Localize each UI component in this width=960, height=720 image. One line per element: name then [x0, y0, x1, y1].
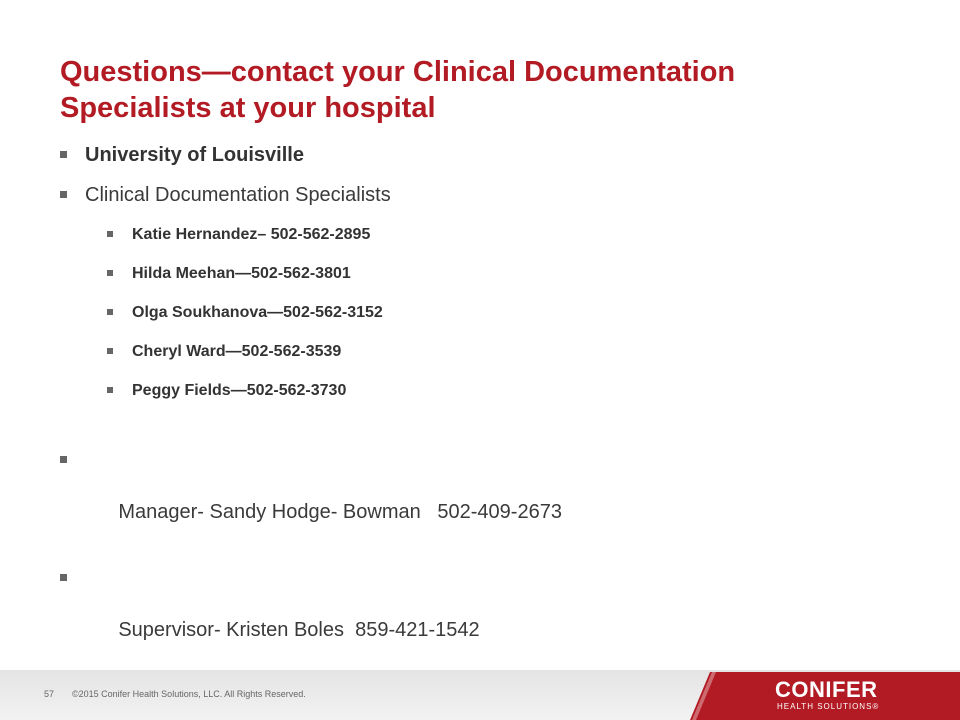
hospital-name: University of Louisville — [85, 144, 304, 166]
bullet-square-icon — [107, 348, 113, 354]
title-line-1: Questions—contact your Clinical Documentation — [60, 56, 736, 88]
bullet-square-icon — [107, 231, 113, 237]
specialist-text: Hilda Meehan—502-562-3801 — [132, 265, 351, 282]
specialist-item — [107, 263, 920, 285]
cds-heading-bullet — [60, 182, 920, 208]
bullet-square-icon — [107, 270, 113, 276]
contact-list — [60, 138, 920, 669]
page-title — [60, 54, 920, 126]
specialist-text: Peggy Fields—502-562-3730 — [132, 382, 347, 399]
company-logo-subtitle: HEALTH SOLUTIONS® — [777, 702, 880, 711]
copyright-text: ©2015 Conifer Health Solutions, LLC. All Rights Reserved. — [72, 689, 306, 699]
manager-contact: Manager- Sandy Hodge- Bowman 502-409-2673 — [118, 501, 562, 523]
bullet-square-icon — [107, 387, 113, 393]
bullet-square-icon — [60, 151, 67, 158]
title-line-2: Specialists at your hospital — [60, 92, 436, 124]
specialist-text: Katie Hernandez– 502-562-2895 — [132, 226, 371, 243]
specialist-item — [107, 341, 920, 363]
bullet-square-icon — [107, 309, 113, 315]
specialist-item — [107, 380, 920, 402]
specialist-text: Cheryl Ward—502-562-3539 — [132, 343, 342, 360]
manager-bullet — [60, 447, 920, 551]
cds-heading: Clinical Documentation Specialists — [85, 184, 391, 206]
company-logo: CONIFER — [775, 677, 878, 702]
specialist-item — [107, 224, 920, 246]
page-number: 57 — [44, 689, 55, 699]
supervisor-contact: Supervisor- Kristen Boles 859-421-1542 — [118, 619, 480, 641]
specialist-item — [107, 302, 920, 324]
hospital-bullet — [60, 142, 920, 168]
supervisor-bullet — [60, 565, 920, 669]
bullet-square-icon — [60, 191, 67, 198]
bullet-square-icon — [60, 456, 67, 463]
specialist-text: Olga Soukhanova—502-562-3152 — [132, 304, 383, 321]
bullet-square-icon — [60, 574, 67, 581]
